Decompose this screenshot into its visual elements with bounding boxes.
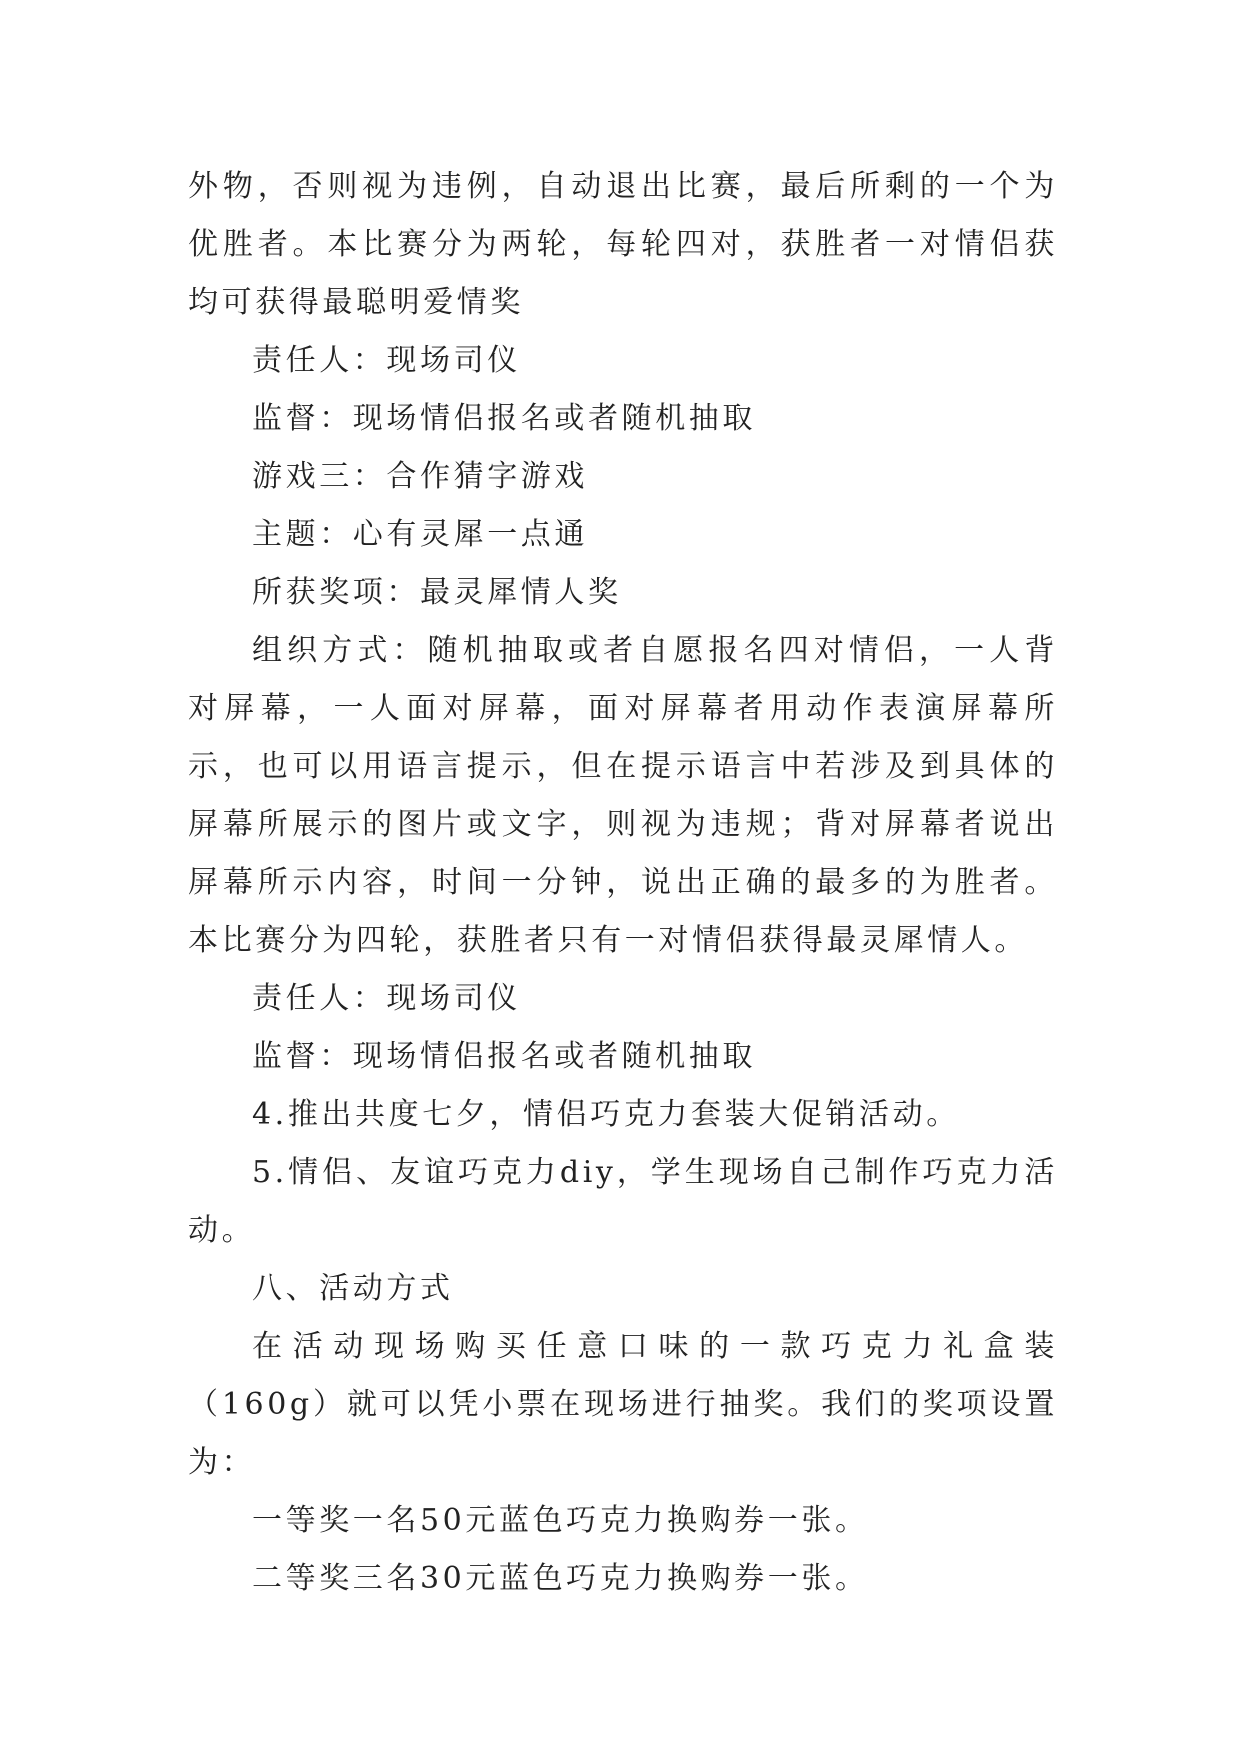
paragraph-activity-description: 在活动现场购买任意口味的一款巧克力礼盒装（160g）就可以凭小票在现场进行抽奖。我们的奖项设置为： — [188, 1329, 1058, 1480]
paragraph-item-4: 4.推出共度七夕，情侣巧克力套装大促销活动。 — [252, 1097, 960, 1132]
paragraph-theme: 主题：心有灵犀一点通 — [252, 517, 588, 552]
paragraph-award: 所获奖项：最灵犀情人奖 — [252, 575, 622, 610]
paragraph-supervision-2: 监督：现场情侣报名或者随机抽取 — [252, 1039, 756, 1074]
document-body — [188, 158, 1058, 1608]
paragraph-organization: 组织方式：随机抽取或者自愿报名四对情侣，一人背对屏幕，一人面对屏幕，面对屏幕者用动作表演屏幕所示，也可以用语言提示，但在提示语言中若涉及到具体的屏幕所展示的图片或文字，则视为违规；背对屏幕者说出屏幕所示内容，时间一分钟，说出正确的最多的为胜者。本比赛分为四轮，获胜者只有一对情侣获得最灵犀情人。 — [188, 633, 1058, 958]
paragraph-first-prize: 一等奖一名50元蓝色巧克力换购券一张。 — [252, 1503, 869, 1538]
paragraph-game-three: 游戏三：合作猜字游戏 — [252, 459, 588, 494]
paragraph-supervision: 监督：现场情侣报名或者随机抽取 — [252, 401, 756, 436]
section-heading-activity-method: 八、活动方式 — [252, 1271, 454, 1306]
paragraph-responsible-person: 责任人：现场司仪 — [252, 343, 521, 378]
paragraph-continuation: 外物，否则视为违例，自动退出比赛，最后所剩的一个为优胜者。本比赛分为两轮，每轮四对，获胜者一对情侣获均可获得最聪明爱情奖 — [188, 169, 1058, 320]
paragraph-responsible-person-2: 责任人：现场司仪 — [252, 981, 521, 1016]
paragraph-second-prize: 二等奖三名30元蓝色巧克力换购券一张。 — [252, 1561, 869, 1596]
paragraph-item-5: 5.情侣、友谊巧克力diy，学生现场自己制作巧克力活动。 — [188, 1155, 1058, 1248]
